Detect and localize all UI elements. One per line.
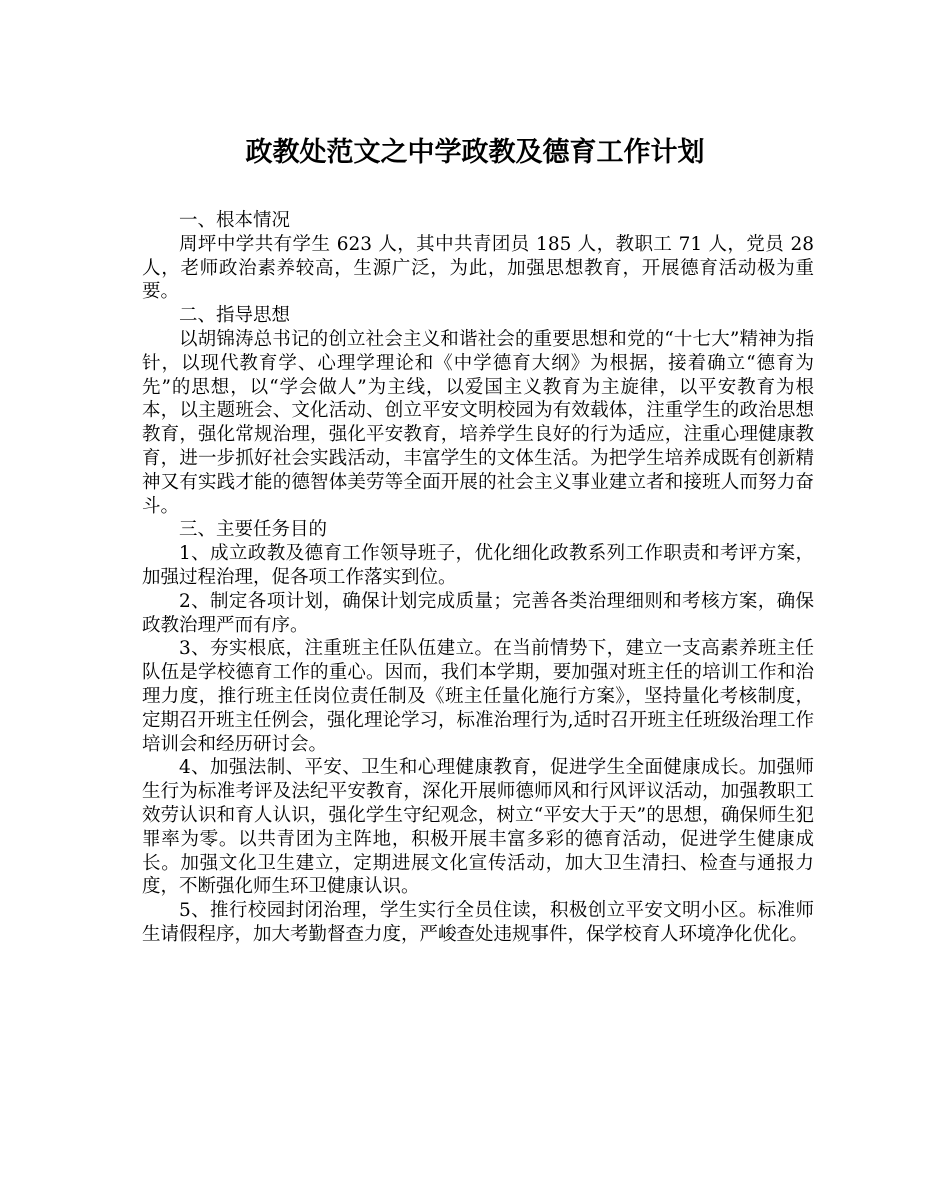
document-title: 政教处范文之中学政教及德育工作计划 <box>245 137 705 168</box>
task-item-2: 2、制定各项计划，确保计划完成质量；完善各类治理细则和考核方案，确保政教治理严而有序。 <box>142 590 814 636</box>
section-heading-basic-situation: 一、根本情况 <box>179 210 291 231</box>
paragraph-guiding-thought: 以胡锦涛总书记的创立社会主义和谐社会的重要思想和党的“十七大”精神为指针，以现代教育学、心理学理论和《中学德育大纲》为根据，接着确立“德育为先”的思想，以“学会做人”为主线，以爱国主义教育为主旋律，以平安教育为根本，以主题班会、文化活动、创立平安文明校园为有效载体，注重学生的政治思想教育，强化常规治理，强化平安教育，培养学生良好的行为适应，注重心理健康教育，进一步抓好社会实践活动，丰富学生的文体生活。为把学生培养成既有创新精神又有实践才能的德智体美劳等全面开展的社会主义事业建立者和接班人而努力奋斗。 <box>142 328 814 517</box>
task-item-1: 1、成立政教及德育工作领导班子，优化细化政教系列工作职责和考评方案，加强过程治理，促各项工作落实到位。 <box>142 543 814 588</box>
task-item-4: 4、加强法制、平安、卫生和心理健康教育，促进学生全面健康成长。加强师生行为标准考评及法纪平安教育，深化开展师德师风和行风评议活动，加强教职工效劳认识和育人认识，强化学生守纪观念，树立“平安大于天”的思想，确保师生犯罪率为零。以共青团为主阵地，积极开展丰富多彩的德育活动，促进学生健康成长。加强文化卫生建立，定期进展文化宣传活动，加大卫生清扫、检查与通报力度，不断强化师生环卫健康认识。 <box>142 757 814 898</box>
document-body <box>142 209 814 947</box>
task-item-5: 5、推行校园封闭治理，学生实行全员住读，积极创立平安文明小区。标准师生请假程序，加大考勤督查力度，严峻查处违规事件，保学校育人环境净化优化。 <box>142 900 814 945</box>
task-item-3: 3、夯实根底，注重班主任队伍建立。在当前情势下，建立一支高素养班主任队伍是学校德育工作的重心。因而，我们本学期，要加强对班主任的培训工作和治理力度，推行班主任岗位责任制及《班主任量化施行方案》，坚持量化考核制度，定期召开班主任例会，强化理论学习，标准治理行为,适时召开班主任班级治理工作培训会和经历研讨会。 <box>142 638 814 755</box>
paragraph-basic-situation: 周坪中学共有学生 623 人，其中共青团员 185 人，教职工 71 人，党员 28 人，老师政治素养较高，生源广泛，为此，加强思想教育，开展德育活动极为重要。 <box>142 233 814 303</box>
section-heading-guiding-thought: 二、指导思想 <box>179 305 291 327</box>
section-heading-main-tasks: 三、主要任务目的 <box>179 519 328 541</box>
